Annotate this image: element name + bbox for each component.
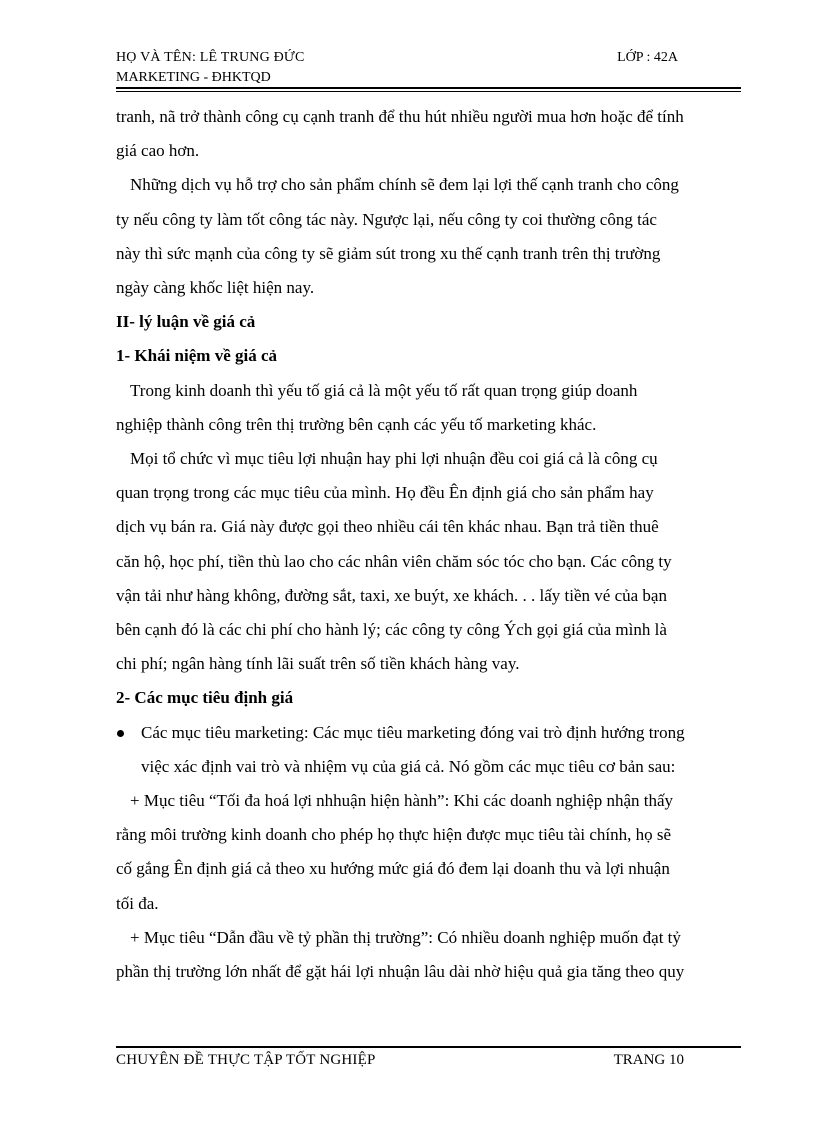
paragraph xyxy=(116,100,740,168)
subsection-heading: 1- Khái niệm về giá cả xyxy=(116,346,278,366)
bullet-icon xyxy=(117,730,124,737)
page-header xyxy=(116,50,740,92)
text-line: việc xác định vai trò và nhiệm vụ của giá cả. Nó gồm các mục tiêu cơ bản sau: xyxy=(141,756,676,776)
class-label: LỚP : 42A xyxy=(617,50,678,65)
text-line: Các mục tiêu marketing: Các mục tiêu marketing đóng vai trò định hướng trong xyxy=(141,722,685,742)
paragraph xyxy=(116,168,740,305)
section-heading: II- lý luận về giá cả xyxy=(116,312,256,332)
paragraph xyxy=(116,921,740,989)
text-line: rằng môi trường kinh doanh cho phép họ thực hiện được mục tiêu tài chính, họ sẽ xyxy=(116,825,672,845)
text-line: bên cạnh đó là các chi phí cho hành lý; các công ty công Ých gọi giá của mình là xyxy=(116,620,667,640)
text-line: quan trọng trong các mục tiêu của mình. Họ đều Ên định giá cho sản phẩm hay xyxy=(116,483,654,503)
text-line: Mọi tổ chức vì mục tiêu lợi nhuận hay phi lợi nhuận đều coi giá cả là công cụ xyxy=(130,449,658,469)
footer-title: CHUYÊN ĐỀ THỰC TẬP TỐT NGHIỆP xyxy=(116,1052,376,1068)
document-body xyxy=(116,100,740,989)
paragraph xyxy=(116,442,740,681)
header-rule xyxy=(116,87,741,89)
paragraph xyxy=(116,374,740,442)
header-rule-thin xyxy=(116,91,741,92)
text-line: Trong kinh doanh thì yếu tố giá cả là một yếu tố rất quan trọng giúp doanh xyxy=(130,380,638,400)
text-line: tối đa. xyxy=(116,893,159,913)
text-line: phần thị trường lớn nhất để gặt hái lợi nhuận lâu dài nhờ hiệu quả gia tăng theo quy xyxy=(116,962,685,982)
text-line: vận tải như hàng không, đường sắt, taxi, xe buýt, xe khách. . . lấy tiền vé của bạn xyxy=(116,585,667,605)
text-line: Những dịch vụ hỗ trợ cho sản phẩm chính sẽ đem lại lợi thế cạnh tranh cho công xyxy=(130,175,679,195)
author-name: HỌ VÀ TÊN: LÊ TRUNG ĐỨC xyxy=(116,50,305,65)
paragraph xyxy=(116,784,740,921)
subsection-heading: 2- Các mục tiêu định giá xyxy=(116,688,294,708)
bullet-line xyxy=(116,716,740,750)
bullet-item xyxy=(116,716,740,784)
page-number: TRANG 10 xyxy=(613,1052,684,1068)
text-line: + Mục tiêu “Tối đa hoá lợi nhhuận hiện hành”: Khi các doanh nghiệp nhận thấy xyxy=(130,791,674,811)
text-line: giá cao hơn. xyxy=(116,141,200,161)
text-line: ngày càng khốc liệt hiện nay. xyxy=(116,278,315,298)
text-line: ty nếu công ty làm tốt công tác này. Ngược lại, nếu công ty coi thường công tác xyxy=(116,209,657,229)
footer-rule xyxy=(116,1046,741,1048)
department-line: MARKETING - ĐHKTQD xyxy=(116,70,271,85)
text-line: cố gắng Ên định giá cả theo xu hướng mức giá đó đem lại doanh thu và lợi nhuận xyxy=(116,859,670,879)
text-line: dịch vụ bán ra. Giá này được gọi theo nhiều cái tên khác nhau. Bạn trả tiền thuê xyxy=(116,517,659,537)
text-line: + Mục tiêu “Dẫn đầu về tỷ phần thị trường”: Có nhiều doanh nghiệp muốn đạt tỷ xyxy=(130,927,681,947)
text-line: căn hộ, học phí, tiền thù lao cho các nhân viên chăm sóc tóc cho bạn. Các công ty xyxy=(116,551,672,571)
text-line: chi phí; ngân hàng tính lãi suất trên số tiền khách hàng vay. xyxy=(116,654,520,674)
text-line: này thì sức mạnh của công ty sẽ giảm sút trong xu thế cạnh tranh trên thị trường xyxy=(116,243,661,263)
text-line: nghiệp thành công trên thị trường bên cạnh các yếu tố marketing khác. xyxy=(116,414,597,434)
text-line: tranh, nã trở thành công cụ cạnh tranh để thu hút nhiều người mua hơn hoặc để tính xyxy=(116,107,684,126)
